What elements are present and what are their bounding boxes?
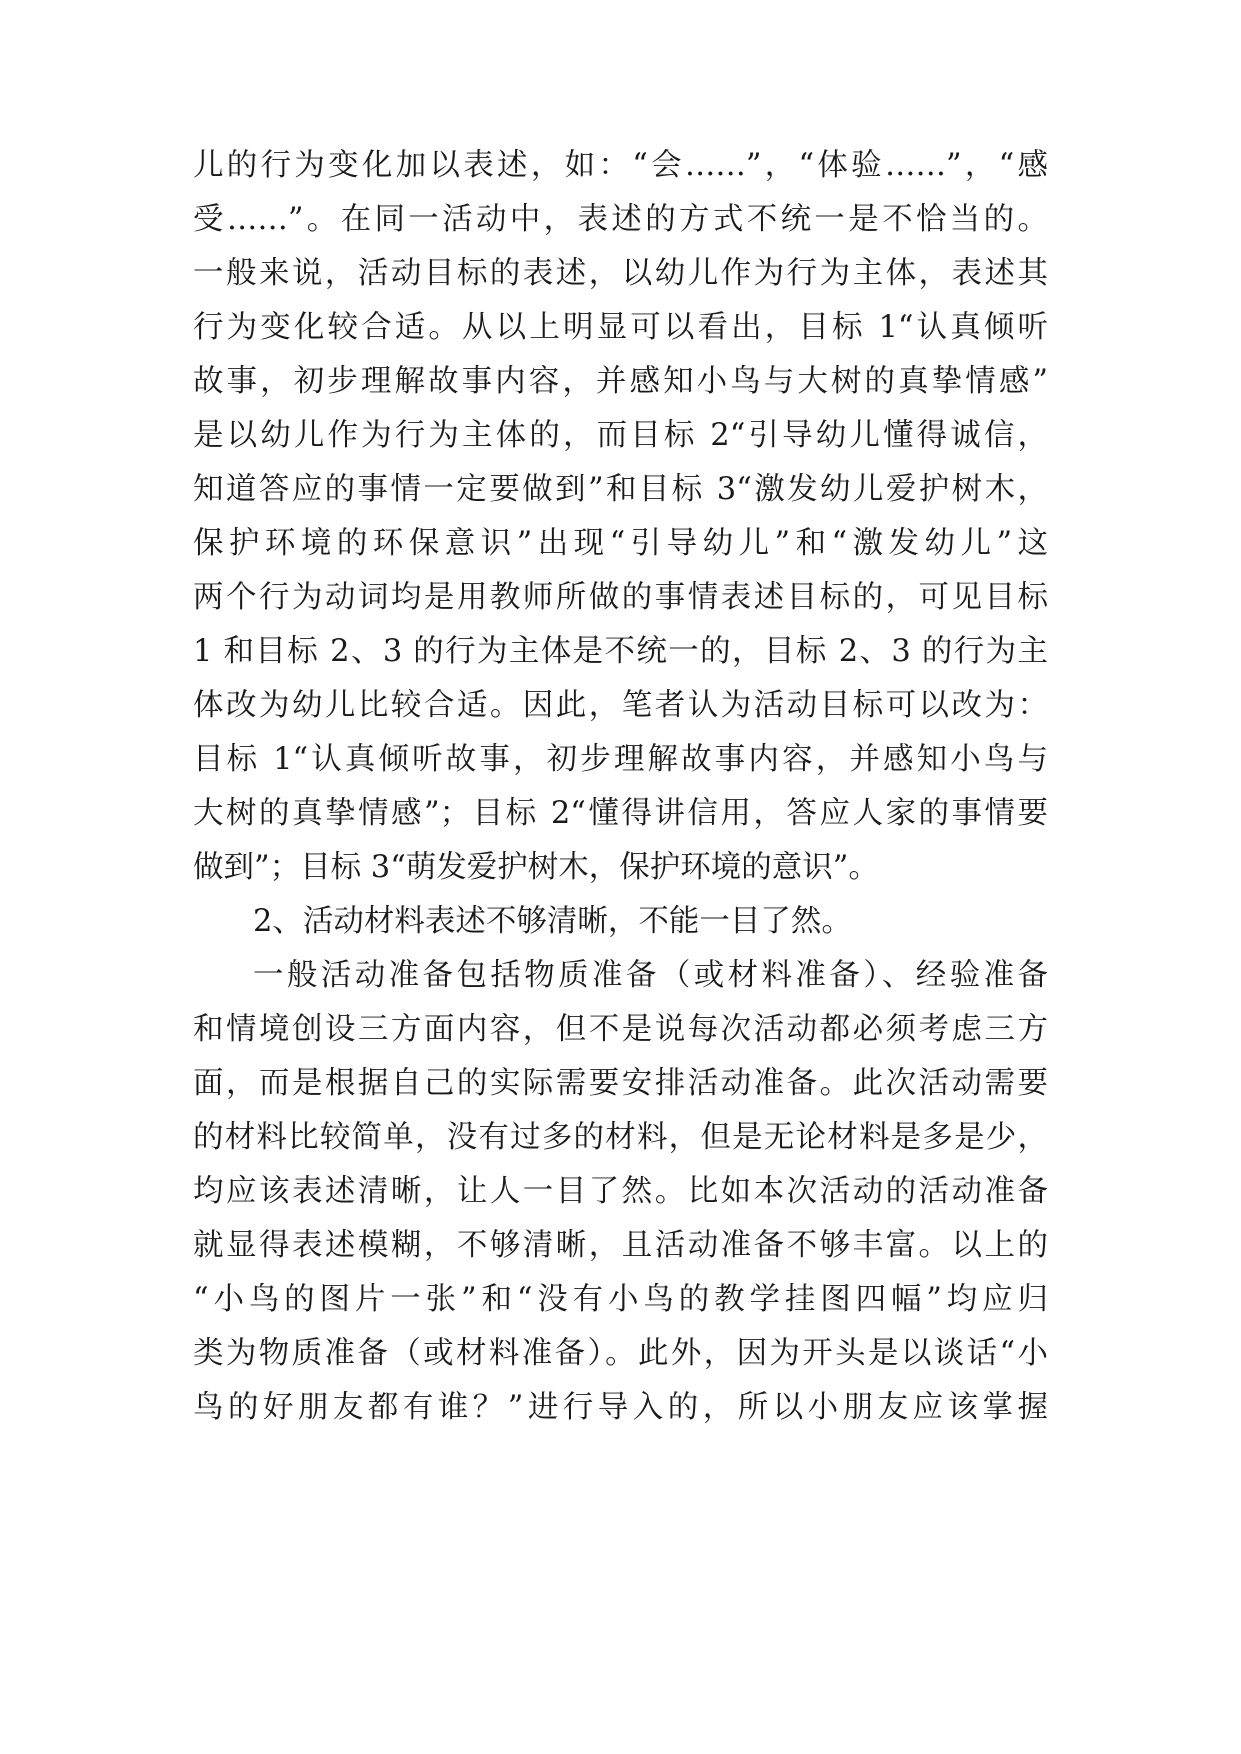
- text-line: 的材料比较简单，没有过多的材料，但是无论材料是多是少，: [193, 1120, 1048, 1155]
- text-line: 就显得表述模糊，不够清晰，且活动准备不够丰富。以上的: [193, 1228, 1048, 1263]
- text-line: 1 和目标 2、3 的行为主体是不统一的，目标 2、3 的行为主: [193, 634, 1048, 669]
- text-line: “小鸟的图片一张”和“没有小鸟的教学挂图四幅”均应归: [193, 1282, 1048, 1317]
- text-line: 一般来说，活动目标的表述，以幼儿作为行为主体，表述其: [193, 256, 1048, 291]
- text-line: 是以幼儿作为行为主体的，而目标 2“引导幼儿懂得诚信，: [193, 418, 1048, 453]
- text-line: 两个行为动词均是用教师所做的事情表述目标的，可见目标: [193, 580, 1048, 615]
- text-line: 受……”。在同一活动中，表述的方式不统一是不恰当的。: [193, 202, 1048, 237]
- text-line: 行为变化较合适。从以上明显可以看出，目标 1“认真倾听: [193, 310, 1048, 345]
- text-line: 均应该表述清晰，让人一目了然。比如本次活动的活动准备: [193, 1174, 1048, 1209]
- text-line: 大树的真挚情感”；目标 2“懂得讲信用，答应人家的事情要: [193, 796, 1048, 831]
- section-heading: 2、活动材料表述不够清晰，不能一目了然。: [253, 904, 852, 939]
- text-line: 目标 1“认真倾听故事，初步理解故事内容，并感知小鸟与: [193, 742, 1048, 777]
- text-line: 鸟的好朋友都有谁？”进行导入的，所以小朋友应该掌握: [193, 1390, 1048, 1425]
- text-line: 做到”；目标 3“萌发爱护树木，保护环境的意识”。: [193, 850, 879, 885]
- text-line: 保护环境的环保意识”出现“引导幼儿”和“激发幼儿”这: [193, 526, 1048, 561]
- text-line: 知道答应的事情一定要做到”和目标 3“激发幼儿爱护树木，: [193, 472, 1048, 507]
- text-line: 一般活动准备包括物质准备（或材料准备）、经验准备: [253, 958, 1048, 993]
- text-line: 面，而是根据自己的实际需要安排活动准备。此次活动需要: [193, 1066, 1048, 1101]
- text-line: 儿的行为变化加以表述，如：“会……”，“体验……”，“感: [193, 148, 1048, 183]
- text-line: 和情境创设三方面内容，但不是说每次活动都必须考虑三方: [193, 1012, 1048, 1047]
- text-line: 类为物质准备（或材料准备）。此外，因为开头是以谈话“小: [193, 1336, 1048, 1371]
- text-line: 体改为幼儿比较合适。因此，笔者认为活动目标可以改为：: [193, 688, 1048, 723]
- text-line: 故事，初步理解故事内容，并感知小鸟与大树的真挚情感”: [193, 364, 1048, 399]
